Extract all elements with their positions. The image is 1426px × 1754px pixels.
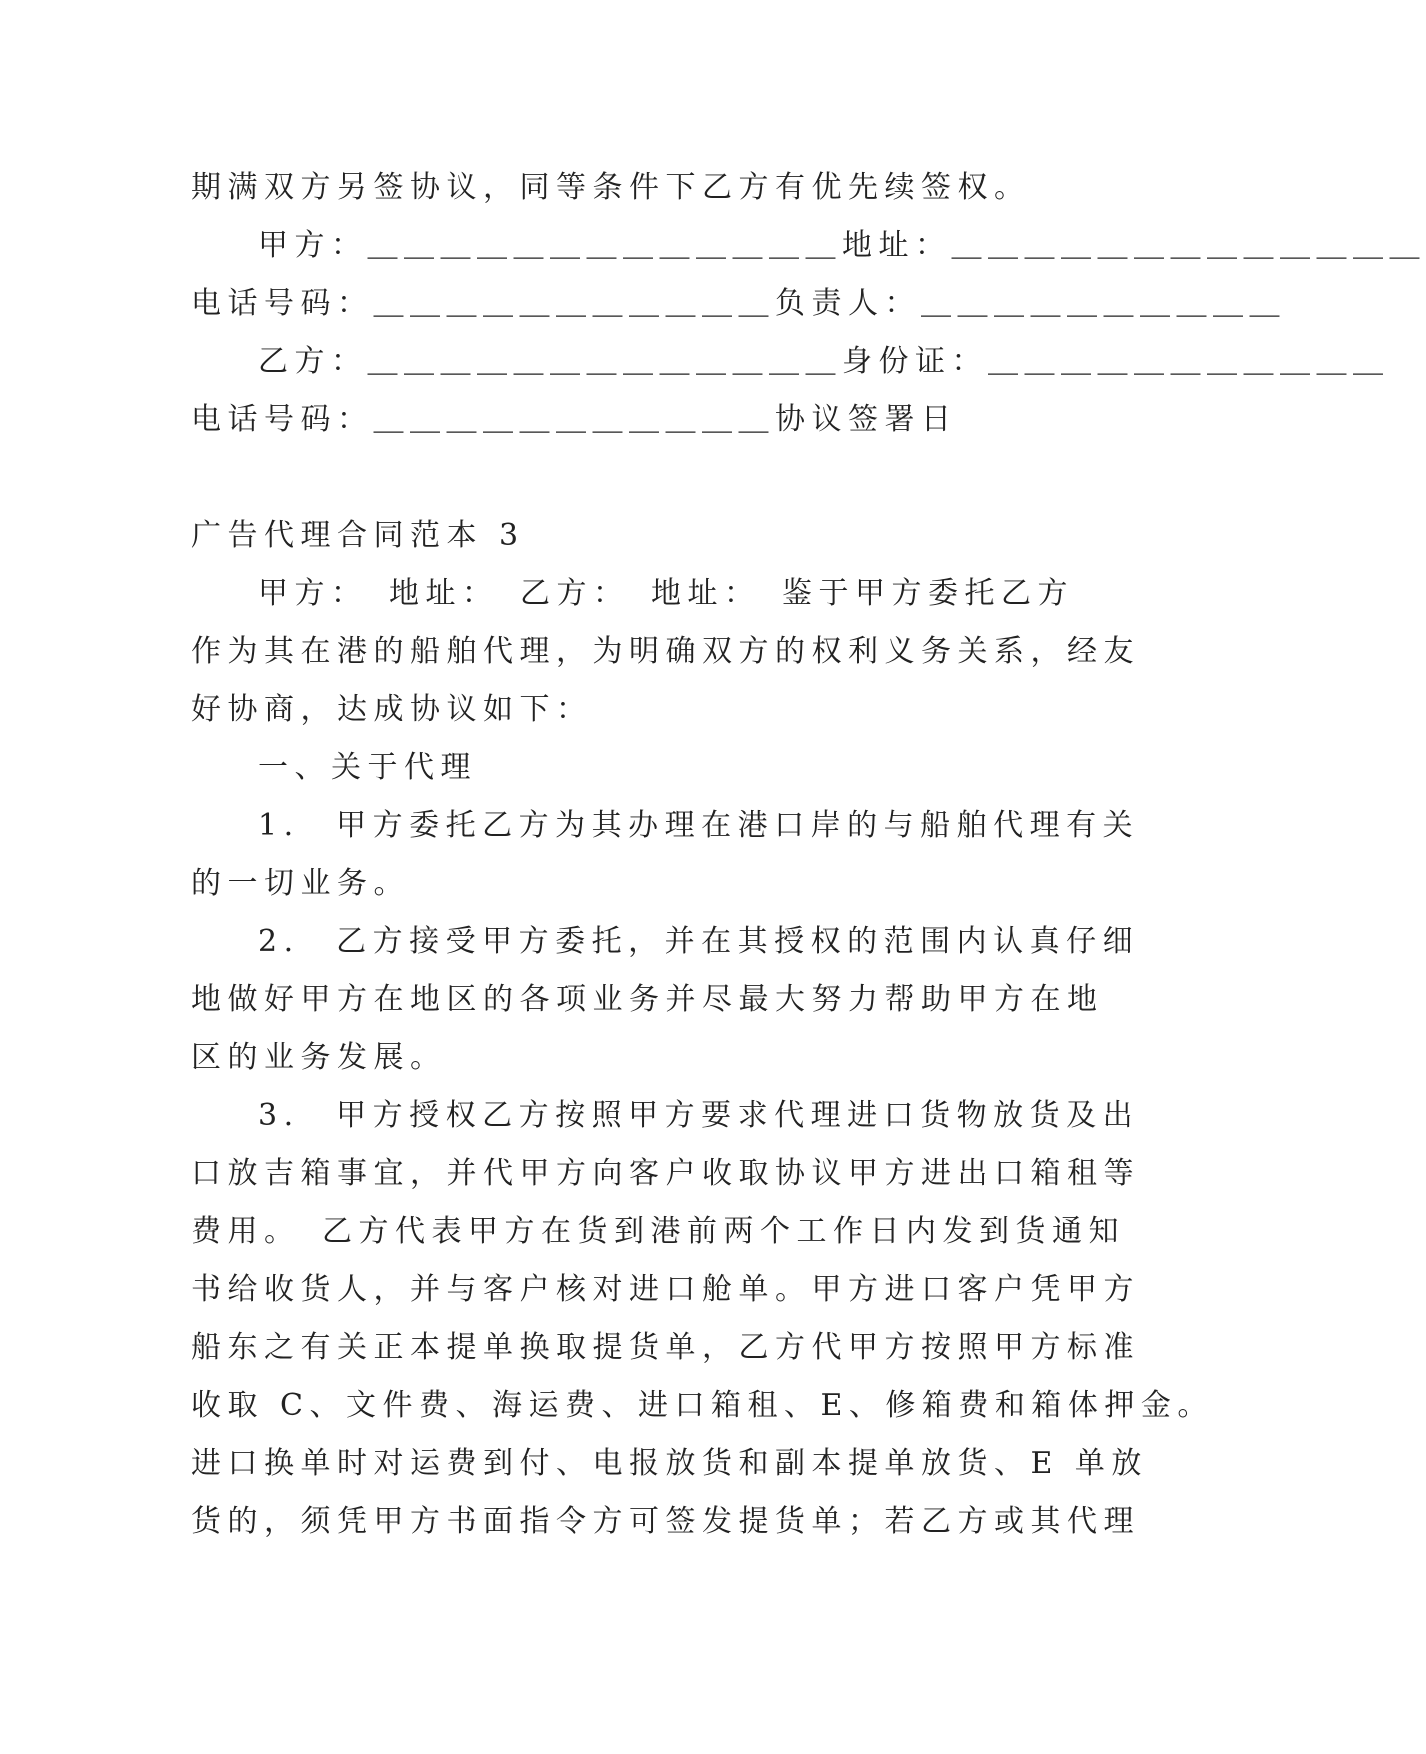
text-line: 货的，须凭甲方书面指令方可签发提货单；若乙方或其代理 — [191, 1504, 1140, 1539]
text-line: 区的业务发展。 — [191, 1040, 447, 1075]
text-line: 好协商，达成协议如下： — [191, 692, 593, 727]
text-line: 2. 乙方接受甲方委托，并在其授权的范围内认真仔细 — [258, 924, 1140, 959]
text-line: 进口换单时对运费到付、电报放货和副本提单放货、E 单放 — [191, 1446, 1148, 1481]
phone-line-a: 电话号码：＿＿＿＿＿＿＿＿＿＿＿负责人：＿＿＿＿＿＿＿＿＿＿ — [191, 286, 1286, 321]
text-line: 书给收货人，并与客户核对进口舱单。甲方进口客户凭甲方 — [191, 1272, 1140, 1307]
text-line: 3. 甲方授权乙方按照甲方要求代理进口货物放货及出 — [258, 1098, 1140, 1133]
party-b-line: 乙方：＿＿＿＿＿＿＿＿＿＿＿＿＿身份证：＿＿＿＿＿＿＿＿＿＿＿ — [258, 344, 1390, 379]
text-line: 费用。 乙方代表甲方在货到港前两个工作日内发到货通知 — [191, 1214, 1125, 1249]
text-line: 甲方： 地址： 乙方： 地址： 鉴于甲方委托乙方 — [258, 576, 1074, 611]
text-line: 的一切业务。 — [191, 866, 410, 901]
text-line: 1. 甲方委托乙方为其办理在港口岸的与船舶代理有关 — [258, 808, 1140, 843]
section-title: 广告代理合同范本 3 — [191, 518, 525, 553]
text-line: 船东之有关正本提单换取提货单，乙方代甲方按照甲方标准 — [191, 1330, 1140, 1365]
text-line: 期满双方另签协议，同等条件下乙方有优先续签权。 — [191, 170, 1031, 205]
party-a-line: 甲方：＿＿＿＿＿＿＿＿＿＿＿＿＿地址：＿＿＿＿＿＿＿＿＿＿＿＿＿ — [258, 228, 1426, 263]
phone-line-b: 电话号码：＿＿＿＿＿＿＿＿＿＿＿协议签署日 — [191, 402, 958, 437]
text-line: 口放吉箱事宜，并代甲方向客户收取协议甲方进出口箱租等 — [191, 1156, 1140, 1191]
text-line: 地做好甲方在地区的各项业务并尽最大努力帮助甲方在地 — [191, 982, 1104, 1017]
text-line: 作为其在港的船舶代理，为明确双方的权利义务关系，经友 — [191, 634, 1140, 669]
text-line: 收取 C、文件费、海运费、进口箱租、E、修箱费和箱体押金。 — [191, 1388, 1214, 1423]
clause-heading: 一、关于代理 — [258, 750, 477, 785]
